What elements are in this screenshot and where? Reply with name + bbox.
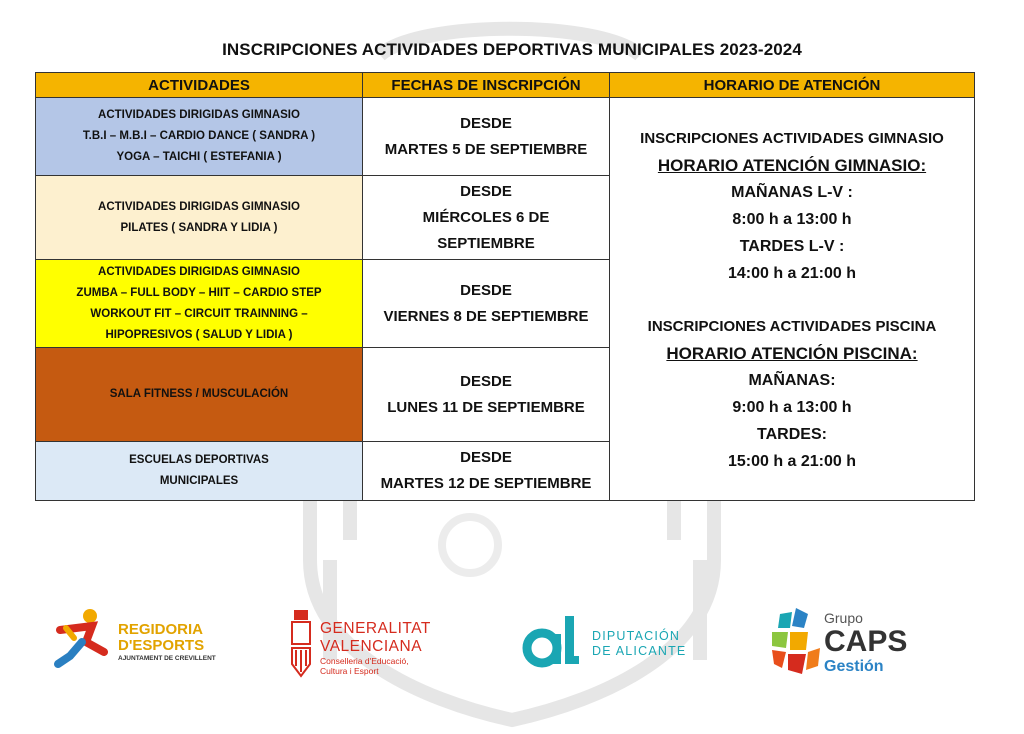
date-line: DESDE	[460, 372, 512, 390]
gym-morning-time: 8:00 h a 13:00 h	[732, 211, 852, 228]
diputacion-al-icon	[522, 610, 580, 672]
activity-cell-schools	[36, 442, 363, 500]
gym-heading: INSCRIPCIONES ACTIVIDADES GIMNASIO	[640, 130, 944, 147]
activity-cell-gym-3	[36, 260, 363, 348]
regidoria-logo	[52, 608, 242, 678]
activity-line: HIPOPRESIVOS ( SALUD Y LIDIA )	[105, 328, 293, 341]
regidoria-line1: REGIDORIA	[118, 621, 204, 638]
office-hours-cell	[610, 98, 974, 500]
sponsor-logos	[0, 600, 1024, 700]
date-cell-4	[363, 348, 610, 442]
generalitat-line3: Conselleria d'Educació,	[320, 656, 409, 666]
header-registration-dates: FECHAS DE INSCRIPCIÓN	[363, 73, 610, 98]
generalitat-line1: GENERALITAT	[320, 620, 431, 637]
caps-mosaic-icon	[768, 604, 824, 684]
date-line: DESDE	[460, 114, 512, 132]
generalitat-crest-icon	[288, 608, 314, 680]
diputacion-line2: DE ALICANTE	[592, 644, 687, 658]
regidoria-line2: D'ESPORTS	[118, 637, 205, 654]
activity-line: SALA FITNESS / MUSCULACIÓN	[109, 388, 289, 400]
generalitat-logo	[288, 608, 458, 688]
date-cell-1	[363, 98, 610, 176]
gym-afternoon-label: TARDES L-V :	[739, 238, 845, 255]
date-line: SEPTIEMBRE	[437, 234, 535, 252]
gym-morning-label: MAÑANAS L-V :	[731, 184, 853, 201]
date-line: DESDE	[460, 182, 512, 200]
diputacion-line1: DIPUTACIÓN	[592, 629, 681, 643]
activity-line: ESCUELAS DEPORTIVAS	[129, 454, 269, 466]
date-line: MIÉRCOLES 6 DE	[422, 208, 550, 226]
date-line: DESDE	[460, 449, 512, 466]
pool-hours-title: HORARIO ATENCIÓN PISCINA:	[666, 344, 918, 363]
caps-logo	[768, 604, 948, 688]
date-line: MARTES 12 DE SEPTIEMBRE	[380, 475, 592, 492]
activity-cell-fitness	[36, 348, 363, 442]
header-activities: ACTIVIDADES	[36, 73, 363, 98]
gym-afternoon-time: 14:00 h a 21:00 h	[727, 265, 857, 282]
pool-morning-label: MAÑANAS:	[748, 372, 836, 389]
activity-cell-gym-1	[36, 98, 363, 176]
pool-afternoon-time: 15:00 h a 21:00 h	[727, 453, 857, 470]
activity-line: WORKOUT FIT – CIRCUIT TRAINNING –	[90, 307, 308, 320]
pool-morning-time: 9:00 h a 13:00 h	[732, 399, 852, 416]
date-cell-3	[363, 260, 610, 348]
activity-line: PILATES ( SANDRA Y LIDIA )	[120, 221, 278, 234]
document-title: INSCRIPCIONES ACTIVIDADES DEPORTIVAS MUNICIPALES 2023-2024	[222, 40, 802, 59]
date-line: MARTES 5 DE SEPTIEMBRE	[384, 140, 588, 158]
date-cell-5	[363, 442, 610, 500]
activity-line: ACTIVIDADES DIRIGIDAS GIMNASIO	[98, 109, 300, 121]
regidoria-line3: AJUNTAMENT DE CREVILLENT	[118, 655, 216, 662]
activity-line: ZUMBA – FULL BODY – HIIT – CARDIO STEP	[76, 286, 322, 299]
generalitat-line4: Cultura i Esport	[320, 666, 379, 676]
activity-line: MUNICIPALES	[159, 475, 239, 487]
date-line: DESDE	[460, 281, 512, 299]
date-line: VIERNES 8 DE SEPTIEMBRE	[383, 307, 589, 325]
date-line: LUNES 11 DE SEPTIEMBRE	[387, 398, 585, 416]
gym-hours-title: HORARIO ATENCIÓN GIMNASIO:	[657, 156, 927, 175]
activity-line: YOGA – TAICHI ( ESTEFANIA )	[116, 151, 282, 163]
diputacion-logo	[522, 610, 692, 676]
runner-icon	[52, 608, 114, 672]
caps-line3: Gestión	[824, 658, 884, 675]
date-cell-2	[363, 176, 610, 260]
generalitat-line2: VALENCIANA	[320, 638, 423, 655]
activity-line: T.B.I – M.B.I – CARDIO DANCE ( SANDRA )	[82, 130, 316, 142]
caps-line1: Grupo	[824, 610, 863, 626]
caps-line2: CAPS	[824, 625, 908, 658]
activity-cell-gym-2	[36, 176, 363, 260]
pool-afternoon-label: TARDES:	[757, 426, 827, 443]
activity-line: ACTIVIDADES DIRIGIDAS GIMNASIO	[98, 200, 300, 213]
activity-line: ACTIVIDADES DIRIGIDAS GIMNASIO	[98, 265, 300, 278]
header-office-hours: HORARIO DE ATENCIÓN	[610, 73, 974, 98]
pool-heading: INSCRIPCIONES ACTIVIDADES PISCINA	[647, 318, 937, 335]
registration-table	[35, 72, 975, 501]
